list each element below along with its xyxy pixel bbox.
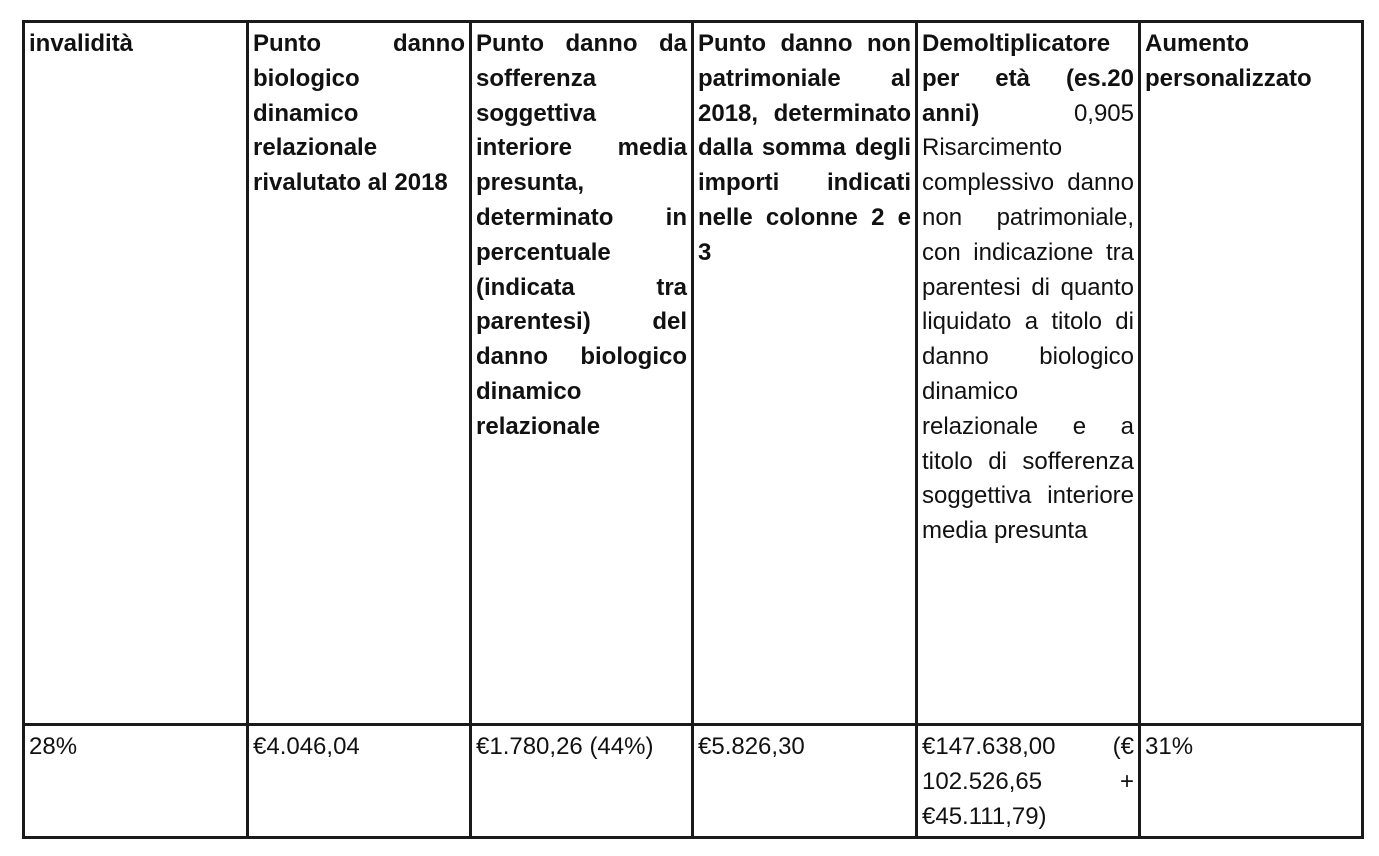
cell-risarcimento: €147.638,00 (€ 102.526,65 + €45.111,79) [917,725,1140,838]
header-title: Demoltiplicatore per età (es.20 anni) [922,30,1134,127]
cell-non-patrimoniale: €5.826,30 [693,725,917,838]
header-title: Punto danno non patrimoniale al 2018, determinato dalla somma degli importi indicati nelle colonne 2 e 3 [698,30,911,266]
header-title: Punto danno biologico dinamico relazionale rivalutato al 2018 [253,30,465,197]
header-note: 0,905 Risarcimento complessivo danno non patrimoniale, con indicazione tra parentesi di quanto liquidato a titolo di danno biologico dinamico relazionale e a titolo di sofferenza soggettiva interiore media presunta [922,99,1134,545]
cell-aumento: 31% [1140,725,1363,838]
cell-punto-biologico: €4.046,04 [248,725,471,838]
header-demoltiplicatore [917,22,1140,725]
header-aumento [1140,22,1363,725]
document-page [22,20,1361,839]
cell-invalidita: 28% [24,725,248,838]
damage-table [22,20,1364,839]
header-title: invalidità [29,30,134,57]
header-non-patrimoniale [693,22,917,725]
table-row [24,725,1363,838]
cell-sofferenza: €1.780,26 (44%) [471,725,693,838]
header-title: Punto danno da sofferenza soggettiva interiore media presunta, determinato in percentuale (indicata tra parentesi) del danno biologico dinamico relazionale [476,30,687,440]
header-title: Aumento personalizzato [1145,30,1312,92]
header-invalidita [24,22,248,725]
header-row [24,22,1363,725]
header-sofferenza [471,22,693,725]
header-punto-biologico [248,22,471,725]
